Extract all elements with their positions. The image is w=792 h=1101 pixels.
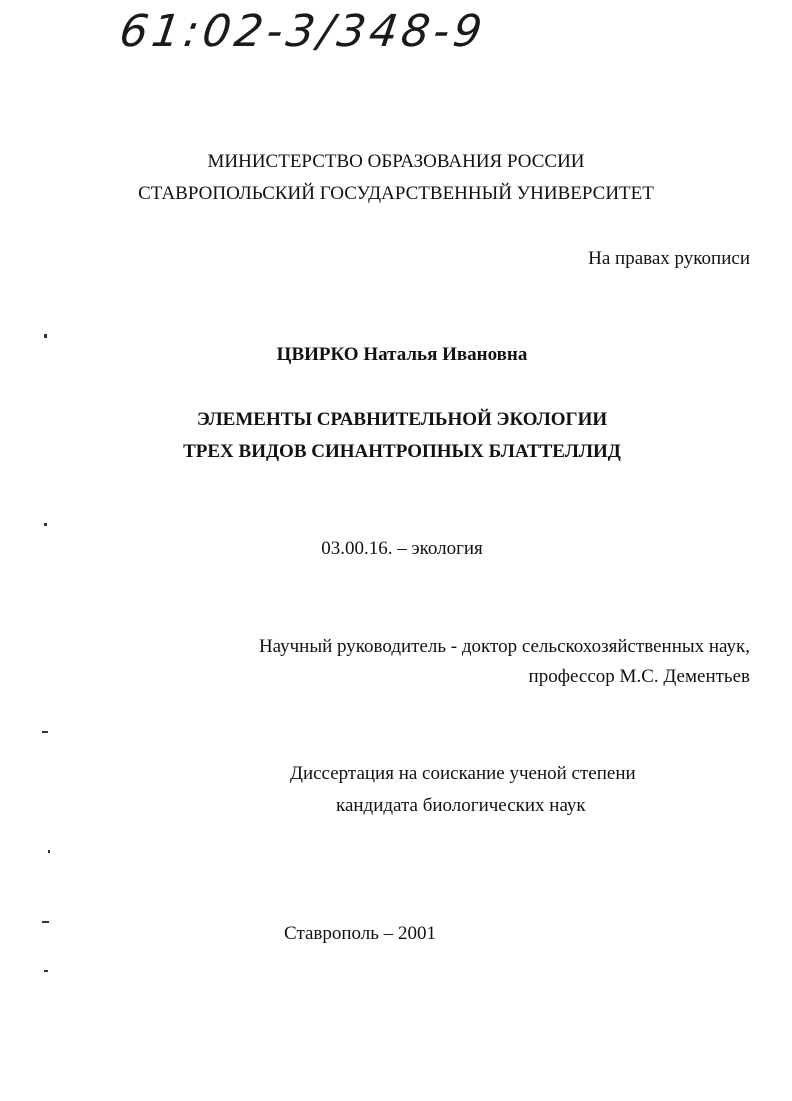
supervisor-line-1: Научный руководитель - доктор сельскохозяйственных наук, [258,636,750,657]
specialty-code: 03.00.16. – экология [321,538,483,559]
scan-speck [48,850,50,853]
degree-line-2: кандидата биологических наук [336,795,586,816]
ministry-heading: МИНИСТЕРСТВО ОБРАЗОВАНИЯ РОССИИ [207,151,585,172]
supervisor-line-2: профессор М.С. Дементьев [528,666,750,687]
scan-speck [44,970,48,972]
place-and-year: Ставрополь – 2001 [284,923,436,944]
dissertation-title-line-2: ТРЕХ ВИДОВ СИНАНТРОПНЫХ БЛАТТЕЛЛИД [183,441,621,462]
scan-speck [44,334,47,338]
author-name: ЦВИРКО Наталья Ивановна [276,344,528,365]
handwritten-archive-code: 61:02-3/348-9 [116,6,489,57]
scan-speck [42,731,48,733]
degree-line-1: Диссертация на соискание ученой степени [290,763,636,784]
manuscript-rights-note: На правах рукописи [588,248,750,269]
scan-speck [42,921,49,923]
dissertation-title-line-1: ЭЛЕМЕНТЫ СРАВНИТЕЛЬНОЙ ЭКОЛОГИИ [196,409,608,430]
university-heading: СТАВРОПОЛЬСКИЙ ГОСУДАРСТВЕННЫЙ УНИВЕРСИТЕТ [138,183,654,204]
scan-speck [44,523,47,526]
